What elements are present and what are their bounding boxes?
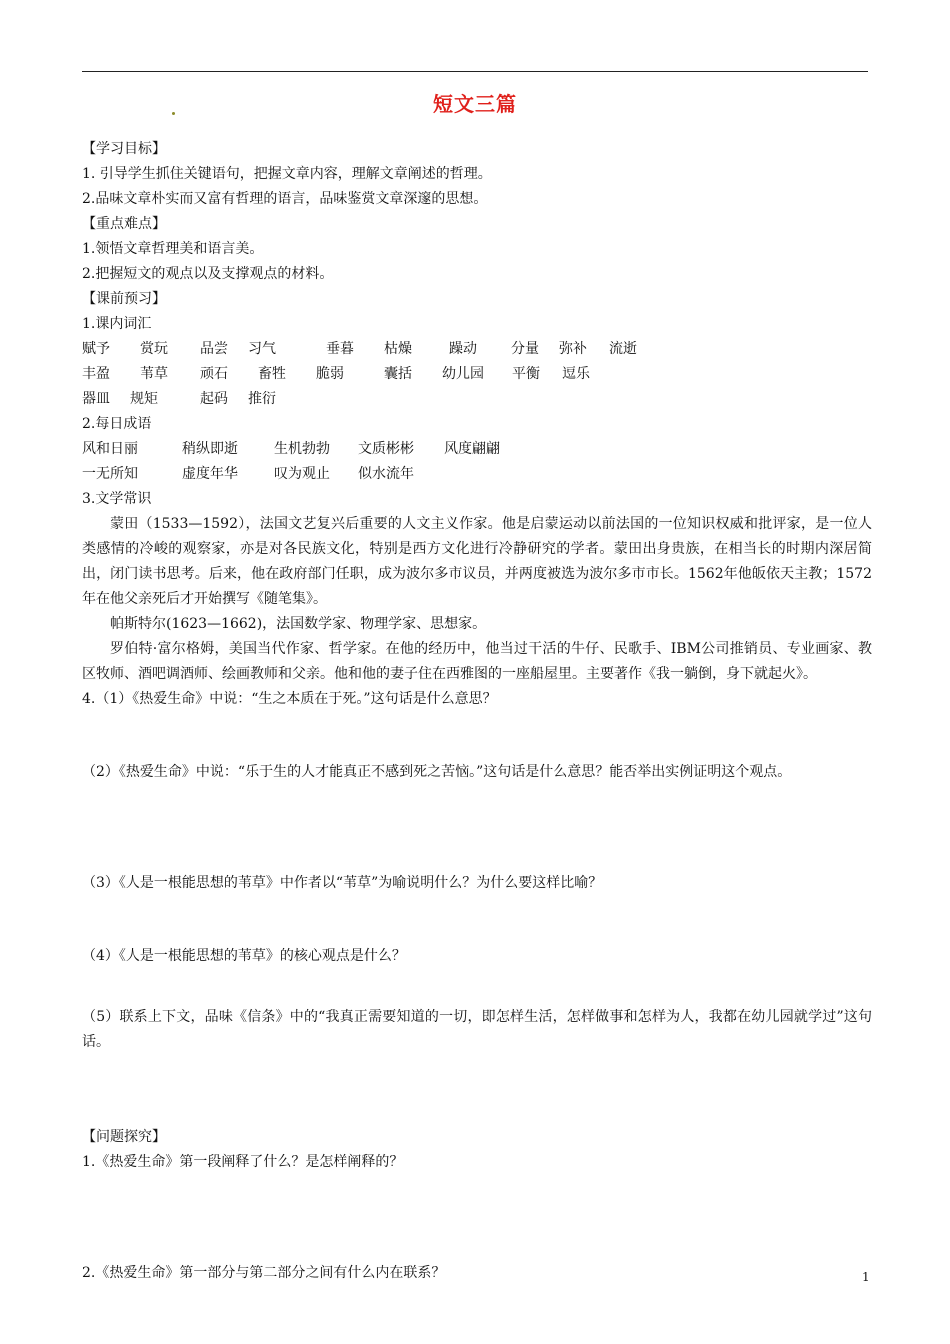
literature-paragraph: 罗伯特·富尔格姆，美国当代作家、哲学家。在他的经历中，他当过干活的牛仔、民歌手、IBM公司推销员、专业画家、教区牧师、酒吧调酒师、绘画教师和父亲。他和他的妻子住在西雅图的一座船屋里。主要著作《我一躺倒，身下就起火》。 <box>82 641 872 682</box>
inquiry-item: 2.《热爱生命》第一部分与第二部分之间有什么内在联系？ <box>82 1265 446 1281</box>
term: 风度翩翩 <box>444 441 500 457</box>
term: 分量 <box>511 341 539 357</box>
term: 垂暮 <box>326 341 354 357</box>
question-item: （4）《人是一根能思想的苇草》的核心观点是什么？ <box>82 948 406 964</box>
vocab-row <box>82 362 872 387</box>
key-item: 1.领悟文章哲理美和语言美。 <box>82 241 264 257</box>
term: 虚度年华 <box>182 466 238 482</box>
term: 丰盈 <box>82 366 110 382</box>
inquiry-heading: 【问题探究】 <box>82 1129 166 1145</box>
header-rule <box>82 71 868 72</box>
idiom-title: 2.每日成语 <box>82 416 152 432</box>
term: 顽石 <box>200 366 228 382</box>
vocab-row <box>82 387 872 412</box>
term: 苇草 <box>140 366 168 382</box>
term: 赏玩 <box>140 341 168 357</box>
term: 习气 <box>248 341 276 357</box>
term: 平衡 <box>512 366 540 382</box>
inquiry-item: 1.《热爱生命》第一段阐释了什么？是怎样阐释的？ <box>82 1154 404 1170</box>
term: 品尝 <box>200 341 228 357</box>
key-heading: 【重点难点】 <box>82 216 166 232</box>
vocab-row <box>82 337 872 362</box>
goal-item: 1. 引导学生抓住关键语句，把握文章内容，理解文章阐述的哲理。 <box>82 166 492 182</box>
page-title: 短文三篇 <box>433 92 517 116</box>
term: 起码 <box>200 391 228 407</box>
term: 器皿 <box>82 391 110 407</box>
term: 枯燥 <box>384 341 412 357</box>
term: 囊括 <box>384 366 412 382</box>
term: 赋予 <box>82 341 110 357</box>
term: 躁动 <box>449 341 477 357</box>
term: 似水流年 <box>358 466 414 482</box>
vocab-title: 1.课内词汇 <box>82 316 152 332</box>
term: 逗乐 <box>562 366 590 382</box>
goals-heading: 【学习目标】 <box>82 141 166 157</box>
key-item: 2.把握短文的观点以及支撑观点的材料。 <box>82 266 334 282</box>
goal-item: 2.品味文章朴实而又富有哲理的语言，品味鉴赏文章深邃的思想。 <box>82 191 488 207</box>
term: 稍纵即逝 <box>182 441 238 457</box>
question-item: （5）联系上下文，品味《信条》中的“我真正需要知道的一切，即怎样生活，怎样做事和怎样为人，我都在幼儿园就学过”这句话。 <box>82 1009 872 1050</box>
term: 叹为观止 <box>274 466 330 482</box>
preview-heading: 【课前预习】 <box>82 291 166 307</box>
literature-title: 3.文学常识 <box>82 491 152 507</box>
term: 弥补 <box>559 341 587 357</box>
term: 幼儿园 <box>442 366 484 382</box>
page-number: 1 <box>862 1270 870 1284</box>
term: 生机勃勃 <box>274 441 330 457</box>
stray-dot <box>172 112 175 115</box>
literature-paragraph: 蒙田（1533—1592），法国文艺复兴后重要的人文主义作家。他是启蒙运动以前法国的一位知识权威和批评家，是一位人类感情的冷峻的观察家，亦是对各民族文化，特别是西方文化进行冷静研究的学者。蒙田出身贵族，在相当长的时期内深居简出，闭门读书思考。后来，他在政府部门任职，成为波尔多市议员，并两度被选为波尔多市市长。1562年他皈依天主教；1572年在他父亲死后才开始撰写《随笔集》。 <box>82 516 872 607</box>
term: 脆弱 <box>316 366 344 382</box>
idiom-row <box>82 437 872 462</box>
question-item: （3）《人是一根能思想的苇草》中作者以“苇草”为喻说明什么？为什么要这样比喻？ <box>82 875 603 891</box>
document-body <box>82 137 872 1286</box>
literature-paragraph: 帕斯特尔(1623—1662)，法国数学家、物理学家、思想家。 <box>110 616 487 632</box>
term: 风和日丽 <box>82 441 138 457</box>
question-item: （2）《热爱生命》中说：“乐于生的人才能真正不感到死之苦恼。”这句话是什么意思？能否举出实例证明这个观点。 <box>82 764 792 780</box>
term: 规矩 <box>130 391 158 407</box>
term: 畜牲 <box>258 366 286 382</box>
term: 一无所知 <box>82 466 138 482</box>
idiom-row <box>82 462 872 487</box>
term: 流逝 <box>609 341 637 357</box>
question-item: 4.（1）《热爱生命》中说：“生之本质在于死。”这句话是什么意思？ <box>82 691 497 707</box>
term: 推衍 <box>248 391 276 407</box>
term: 文质彬彬 <box>358 441 414 457</box>
